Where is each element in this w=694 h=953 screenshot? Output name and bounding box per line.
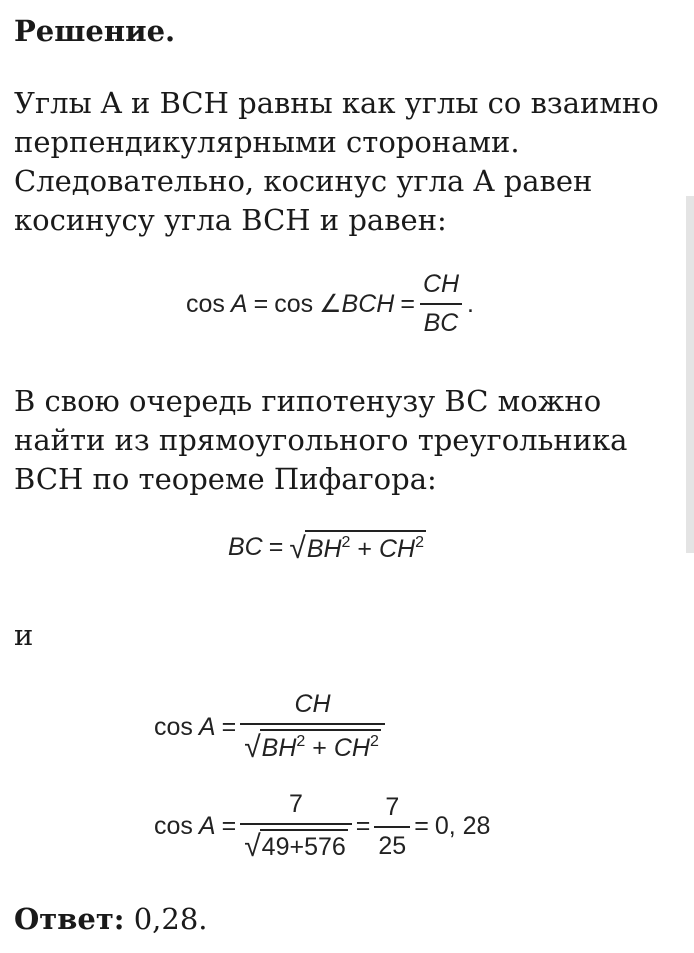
radical-icon: √ <box>244 830 261 863</box>
answer-value: 0,28. <box>124 902 208 936</box>
cos-text: cos <box>154 812 193 840</box>
var-ch: CH <box>333 734 370 762</box>
paragraph-angles: Углы A и BCH равны как углы со взаимно перпендикулярными сторонами. Следовательно, косинус угла A равен косинусу угла BCH и равен: <box>14 86 659 237</box>
period: . <box>467 289 474 318</box>
cos-text: cos <box>186 289 225 318</box>
square-root <box>289 530 426 564</box>
formula-cos-a-value <box>154 790 490 863</box>
angle-symbol: ∠ <box>319 290 342 318</box>
plus-sign: + <box>357 535 373 563</box>
var-a: A <box>198 812 216 840</box>
equals-sign: = <box>221 712 237 741</box>
fraction-7-sqrt <box>240 790 352 863</box>
exponent: 2 <box>415 534 424 551</box>
radical-icon: √ <box>289 532 306 565</box>
equals-sign: = <box>221 812 237 840</box>
numerator: CH <box>294 690 331 718</box>
fraction-ch-bc <box>419 270 463 338</box>
cos-text: cos <box>274 289 314 318</box>
formula-cos-a <box>186 270 474 338</box>
square-root <box>244 729 381 763</box>
answer-line <box>14 902 208 936</box>
equals-sign: = <box>355 812 371 840</box>
plus-sign: + <box>312 734 327 762</box>
exponent: 2 <box>341 534 351 551</box>
paragraph-and: и <box>14 618 34 652</box>
scrollbar[interactable] <box>686 196 694 553</box>
square-root <box>244 829 348 862</box>
formula-cos-a-sqrt <box>154 690 389 764</box>
var-a: A <box>198 712 216 741</box>
var-bc: BC <box>228 532 263 561</box>
exponent: 2 <box>369 733 379 750</box>
answer-label: Ответ: <box>14 902 125 936</box>
equals-sign: = <box>414 812 429 840</box>
denominator: BC <box>420 303 463 338</box>
solution-heading: Решение. <box>14 14 176 48</box>
denominator: 25 <box>374 826 410 861</box>
cos-text: cos <box>154 712 193 741</box>
formula-bc <box>228 530 426 564</box>
var-bh: BH <box>306 535 342 563</box>
radical-icon: √ <box>244 731 261 764</box>
radicand: 49+576 <box>260 829 348 862</box>
result-value: 0, 28 <box>434 812 491 840</box>
numerator: 7 <box>289 790 303 818</box>
equals-sign: = <box>268 532 284 561</box>
var-bch: BCH <box>341 289 395 318</box>
numerator: CH <box>422 270 460 298</box>
numerator: 7 <box>385 792 400 821</box>
exponent: 2 <box>296 733 306 750</box>
equals-sign: = <box>400 289 415 318</box>
fraction-ch-sqrt <box>240 690 385 764</box>
paragraph-hypotenuse: В свою очередь гипотенузу BC можно найти из прямоугольного треугольника BCH по теореме Пифагора: <box>14 384 628 496</box>
fraction-7-25 <box>374 793 410 861</box>
var-bh: BH <box>261 734 297 762</box>
var-a: A <box>230 289 248 318</box>
var-ch: CH <box>378 535 416 563</box>
equals-sign: = <box>253 289 269 318</box>
